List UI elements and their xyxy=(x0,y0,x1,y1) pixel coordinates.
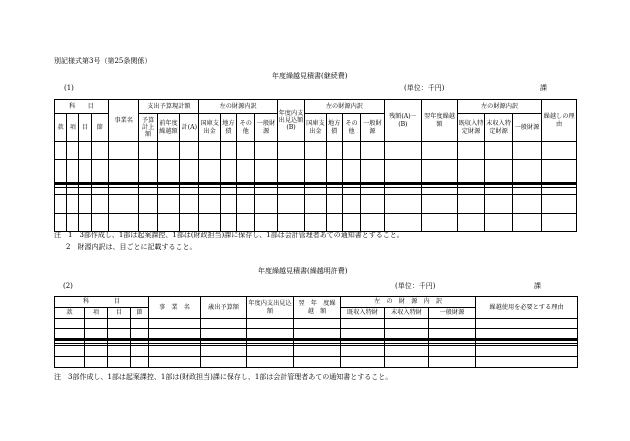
section2-number: (2) xyxy=(63,282,73,290)
nendonai2-header: 年度内支出見込額 xyxy=(247,297,294,319)
thick-separator xyxy=(54,339,577,341)
yokunendo-header: 翌年度繰越額 xyxy=(422,100,458,142)
moku-header: 目 xyxy=(79,114,91,142)
moku2-header: 目 xyxy=(108,308,131,319)
section2-title: 年度繰越見積書(繰越明許費) xyxy=(258,267,348,275)
form-label: 別記様式第3号（第25条関係） xyxy=(54,57,152,65)
shishutsu-header: 支出予算現計額 xyxy=(139,100,199,114)
section2-unit: (単位：千円) xyxy=(395,282,436,290)
sonota2-header: その他 xyxy=(342,114,360,142)
table-row xyxy=(55,214,577,232)
section1-note-1: 注 1 3部作成し、1部は起案課控、1部は(財政担当)課に保存し、1部は会計管理者あての通知書とすること。 xyxy=(54,231,404,239)
section2-note: 注 3部作成し、1部は起案課控、1部は(財政担当)課に保存し、1部は会計管理者あての通知書とすること。 xyxy=(54,373,393,381)
sonota-header: その他 xyxy=(237,114,255,142)
kamoku-header: 科 目 xyxy=(55,100,109,114)
thin-separator xyxy=(54,187,577,188)
section1-title: 年度繰越見積書(継続費) xyxy=(272,72,348,80)
section2-table xyxy=(54,296,578,368)
table-row xyxy=(55,160,577,183)
zaigen2b-header: 左 の 財 源 内 訳 xyxy=(341,297,476,308)
kan2-header: 款 xyxy=(55,308,85,319)
section1-dept: 課 xyxy=(540,84,547,92)
section1-number: (1) xyxy=(64,84,74,92)
ippan-header: 一般財源 xyxy=(255,114,277,142)
chihosai2-header: 地方債 xyxy=(326,114,342,142)
zaigen2-header: 左の財源内訳 xyxy=(305,100,384,114)
table-row xyxy=(55,142,577,160)
thick-separator xyxy=(54,183,577,185)
thin-separator xyxy=(54,343,577,344)
chihosai-header: 地方債 xyxy=(220,114,236,142)
mishunyu-header: 末収入特定財源 xyxy=(485,114,512,142)
yosan-keijo-header: 予算計上額 xyxy=(139,114,157,142)
kou2-header: 項 xyxy=(85,308,108,319)
kou-header: 項 xyxy=(67,114,79,142)
kan-header: 款 xyxy=(55,114,67,142)
yokunendo2-header: 翌 年 度繰 越 額 xyxy=(294,297,341,319)
riyu-header: 繰越しの理由 xyxy=(542,100,577,142)
zaigen3-header: 左の財源内訳 xyxy=(457,100,541,114)
table-row xyxy=(55,319,578,329)
nendonai-header: 年度内支出見込額(B) xyxy=(277,100,304,142)
zangaku-header: 残額(A)－(B) xyxy=(384,100,422,142)
section1-note-2: 2 財源内訳は、目ごとに記載すること。 xyxy=(66,243,197,251)
table-row xyxy=(55,195,577,214)
section1-unit: (単位：千円) xyxy=(404,84,445,92)
ippan2b-header: 一般財源 xyxy=(429,308,476,319)
table-row xyxy=(55,357,578,368)
zaigen1-header: 左の財源内訳 xyxy=(199,100,277,114)
setsu-header: 節 xyxy=(91,114,108,142)
table-row xyxy=(55,329,578,339)
ippan2-header: 一般財源 xyxy=(361,114,384,142)
kishunyu-header: 既収入特定財源 xyxy=(457,114,484,142)
section1-table xyxy=(54,99,577,232)
section2-dept: 課 xyxy=(534,282,541,290)
mishunyu2-header: 末収入特財 xyxy=(385,308,429,319)
zennendo-header: 前年度繰越額 xyxy=(157,114,179,142)
kei-header: 計(A) xyxy=(180,114,199,142)
riyu2-header: 繰越使用を必要とする理由 xyxy=(476,297,578,319)
table-row xyxy=(55,346,578,357)
kishunyu2-header: 既収入特財 xyxy=(341,308,385,319)
jigyo2-header: 事 業 名 xyxy=(149,297,201,319)
kamoku2-header: 科 目 xyxy=(55,297,149,308)
saishutsu-header: 歳出予算額 xyxy=(201,297,247,319)
kokko-header: 国庫支出金 xyxy=(199,114,220,142)
ippan3-header: 一般財源 xyxy=(512,114,542,142)
setsu2-header: 節 xyxy=(131,308,149,319)
kokko2-header: 国庫支出金 xyxy=(305,114,326,142)
jigyo-header: 事業名 xyxy=(108,100,139,142)
